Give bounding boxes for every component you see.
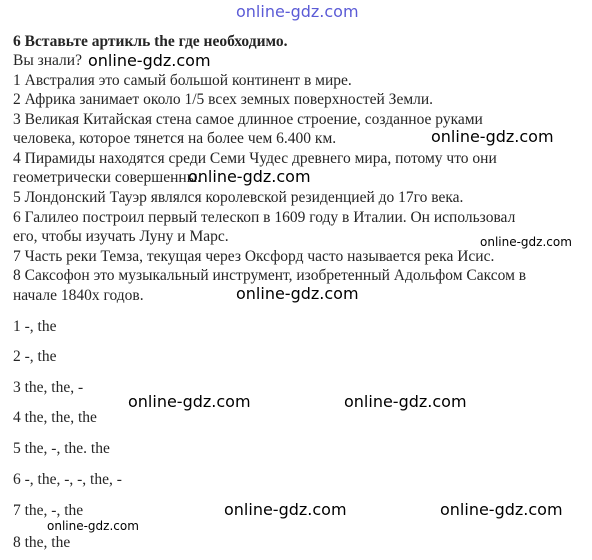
text-line: 7 Часть реки Темза, текущая через Оксфорд часто называется река Исис. bbox=[13, 248, 495, 265]
text-line: 2 Африка занимает около 1/5 всех земных поверхностей Земли. bbox=[13, 91, 434, 108]
watermark: online-gdz.com bbox=[236, 284, 359, 303]
watermark: online-gdz.com bbox=[440, 500, 563, 519]
answer-line: 2 -, the bbox=[13, 348, 57, 365]
watermark: online-gdz.com bbox=[88, 51, 211, 70]
answer-line: 3 the, the, - bbox=[13, 379, 84, 396]
answer-line: 5 the, -, the. the bbox=[13, 440, 110, 457]
answer-line: 6 -, the, -, -, the, - bbox=[13, 471, 122, 488]
text-line: его, чтобы изучать Луну и Марс. bbox=[13, 228, 229, 245]
answer-line: 8 the, the bbox=[13, 534, 71, 551]
text-line: 6 Галилео построил первый телескоп в 1609 году в Италии. Он использовал bbox=[13, 209, 516, 226]
text-line: 3 Великая Китайская стена самое длинное строение, созданное руками bbox=[13, 111, 483, 128]
text-line: геометрически совершенны. bbox=[13, 169, 202, 186]
answer-line: 4 the, the, the bbox=[13, 409, 97, 426]
text-line: человека, которое тянется на более чем 6.400 км. bbox=[13, 130, 337, 147]
answer-line: 7 the, -, the bbox=[13, 502, 84, 519]
watermark: online-gdz.com bbox=[480, 235, 572, 249]
text-line: начале 1840х годов. bbox=[13, 287, 144, 304]
text-line: Вы знали? bbox=[13, 52, 82, 69]
watermark: online-gdz.com bbox=[431, 127, 554, 146]
watermark: online-gdz.com bbox=[47, 519, 139, 533]
text-line: 8 Саксофон это музыкальный инструмент, изобретенный Адольфом Саксом в bbox=[13, 267, 527, 284]
watermark: online-gdz.com bbox=[128, 392, 251, 411]
watermark: online-gdz.com bbox=[344, 392, 467, 411]
watermark: online-gdz.com bbox=[224, 500, 347, 519]
text-line: 1 Австралия это самый большой континент в мире. bbox=[13, 72, 352, 89]
text-line: 4 Пирамиды находятся среди Семи Чудес древнего мира, потому что они bbox=[13, 150, 497, 167]
watermark: online-gdz.com bbox=[188, 167, 311, 186]
exercise-title: 6 Вставьте артикль the где необходимо. bbox=[13, 33, 288, 50]
watermark-top: online-gdz.com bbox=[236, 2, 359, 21]
answer-line: 1 -, the bbox=[13, 318, 57, 335]
text-line: 5 Лондонский Тауэр являлся королевской резиденцией до 17го века. bbox=[13, 189, 464, 206]
